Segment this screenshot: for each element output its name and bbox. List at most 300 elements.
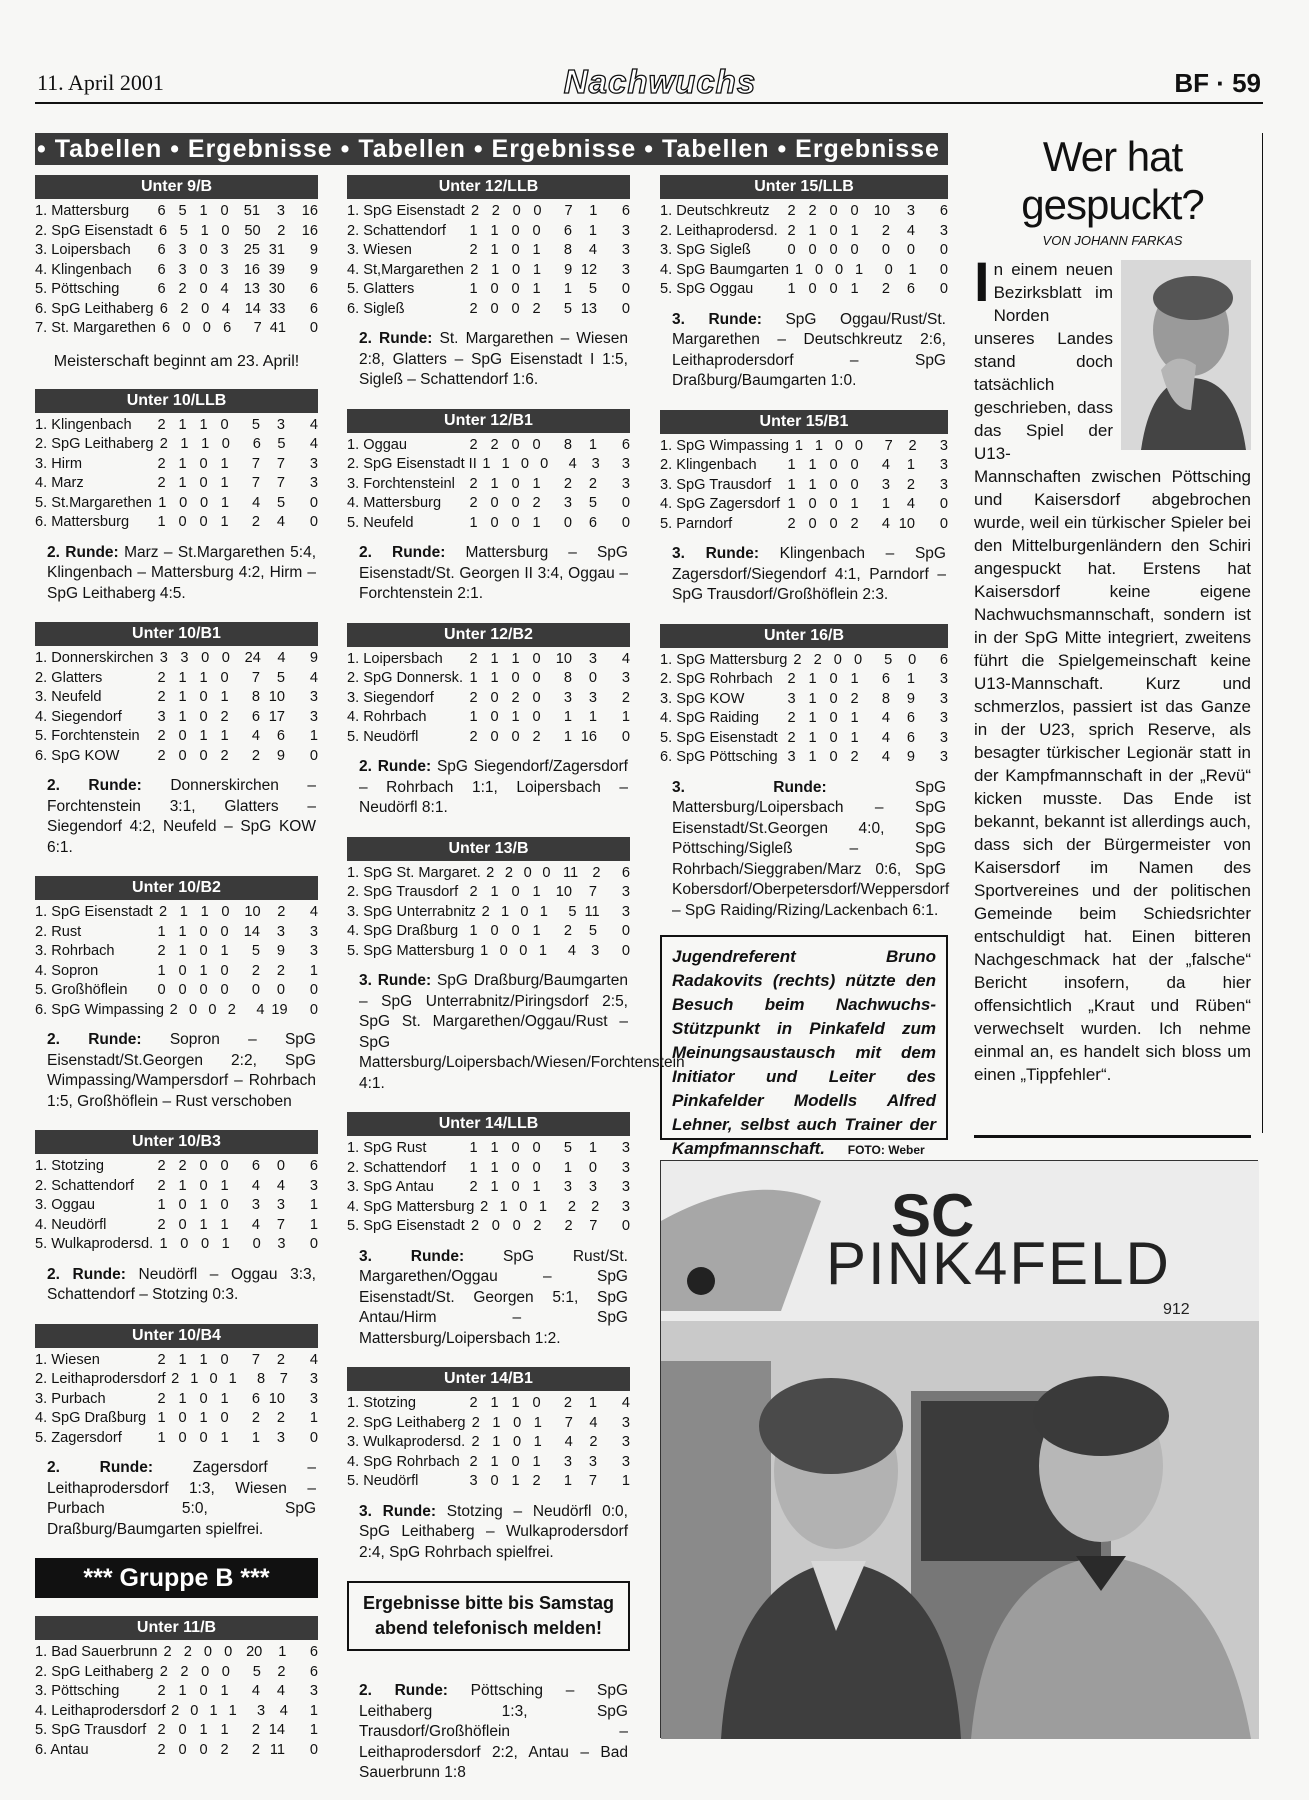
games: 1: [787, 476, 796, 493]
goals-for: 3: [563, 689, 572, 706]
goals-against: 16: [580, 728, 597, 745]
goals-against: 41: [269, 320, 286, 336]
draws: 1: [199, 203, 208, 219]
goals-for: 4: [251, 1683, 260, 1699]
goals-for: 20: [246, 1644, 263, 1660]
goals-for: 10: [244, 904, 261, 920]
column-2: [347, 175, 685, 1784]
losses: 1: [850, 222, 859, 239]
goals-against: 1: [278, 1644, 287, 1660]
team-name: 5. Neufeld: [347, 514, 414, 531]
table-row: [347, 1198, 630, 1218]
goals-against: 19: [271, 1001, 288, 1018]
team-name: 4. SpG Rohrbach: [347, 1453, 460, 1470]
goals-against: 11: [584, 903, 600, 920]
games: 2: [163, 1644, 172, 1660]
draws: 2: [511, 689, 520, 706]
draws: 0: [829, 222, 838, 239]
wins: 0: [178, 1216, 187, 1233]
table-row: [35, 688, 318, 708]
games: 2: [157, 747, 166, 764]
wins: 5: [179, 222, 188, 239]
points: 6: [621, 436, 630, 453]
games: 6: [157, 281, 166, 297]
team-name: 1. Wiesen: [35, 1351, 100, 1368]
games: 2: [469, 650, 478, 667]
wins: 1: [178, 1390, 187, 1407]
points: 1: [309, 1410, 318, 1426]
losses: 0: [220, 923, 229, 940]
draws: 0: [199, 923, 208, 940]
team-name: 1. SpG Eisenstadt: [35, 904, 153, 920]
wins: 2: [808, 203, 817, 219]
goals-against: 39: [268, 261, 285, 278]
losses: 1: [228, 1371, 237, 1387]
points: 4: [309, 416, 318, 433]
points: 0: [621, 923, 630, 939]
goals-against: 4: [276, 1177, 285, 1194]
goals-against: 1: [588, 709, 597, 725]
table-row: [660, 456, 948, 476]
draws: 0: [511, 436, 520, 453]
points: 3: [621, 1140, 630, 1156]
goals-for: 14: [243, 923, 260, 940]
draws: 0: [199, 982, 208, 998]
losses: 0: [532, 689, 541, 706]
team-name: 3. Loipersbach: [35, 242, 131, 258]
losses: 1: [220, 1390, 229, 1407]
wins: 0: [808, 496, 817, 512]
wins: 0: [808, 281, 817, 297]
points: 6: [939, 651, 949, 668]
points: 6: [309, 300, 318, 317]
losses: 0: [850, 242, 859, 258]
goals-against: 11: [269, 1741, 285, 1758]
goals-against: 3: [588, 1453, 597, 1470]
wins: 2: [178, 1158, 187, 1174]
goals-against: 3: [591, 942, 600, 959]
sign-sc: SC: [891, 1182, 975, 1249]
team-name: 3. Siegendorf: [347, 689, 434, 706]
draws: 0: [199, 1741, 208, 1758]
wins: 1: [178, 689, 187, 705]
team-name: 4. Rohrbach: [347, 709, 427, 725]
table-row: [347, 455, 630, 475]
team-name: 2. SpG Donnersk.: [347, 670, 463, 686]
losses: 0: [532, 1395, 541, 1411]
losses: 1: [539, 903, 548, 920]
points: 4: [309, 669, 318, 686]
table-title: Unter 10/B3: [35, 1130, 318, 1154]
goals-against: 6: [906, 281, 915, 297]
team-name: 2. SpG Eisenstadt: [35, 222, 153, 239]
points: 0: [621, 514, 630, 531]
team-name: 2. Schattendorf: [347, 222, 446, 239]
table-row: [35, 494, 318, 514]
goals-against: 4: [276, 514, 285, 530]
wins: 1: [490, 1179, 499, 1195]
losses: 0: [224, 1644, 233, 1660]
round-text: Mattersburg – SpG Eisenstadt/St. Georgen II 3:4, Oggau – Forchtenstein 2:1.: [359, 544, 628, 602]
goals-for: 2: [563, 923, 572, 939]
team-name: 5. Zagersdorf: [35, 1429, 122, 1446]
team-name: 2. Leithaprodersd.: [660, 222, 778, 239]
goals-for: 2: [563, 1395, 572, 1411]
losses: 0: [532, 222, 541, 239]
round-results: [359, 757, 628, 819]
table-row: [35, 280, 318, 300]
team-name: 6. SpG Leithaberg: [35, 300, 154, 317]
photo-caption: [660, 935, 948, 1158]
wins: 1: [490, 242, 499, 258]
losses: 0: [220, 416, 229, 433]
table-row: [35, 1235, 318, 1255]
wins: 1: [490, 1159, 499, 1176]
team-name: 3. Wulkaprodersd.: [347, 1434, 466, 1450]
draws: 0: [512, 203, 521, 219]
wins: 1: [178, 1683, 187, 1699]
goals-against: 7: [276, 1216, 285, 1233]
draws: 1: [199, 669, 208, 686]
goals-against: 3: [906, 203, 915, 219]
games: 2: [158, 904, 168, 920]
table-row: [35, 1216, 318, 1236]
goals-for: 4: [881, 515, 890, 532]
header-date: 11. April 2001: [37, 70, 164, 95]
round-label: 2. Runde:: [47, 777, 142, 794]
draws: 1: [199, 1410, 208, 1426]
draws: 0: [199, 1177, 208, 1194]
team-name: 1. Stotzing: [35, 1158, 104, 1174]
team-name: 3. SpG Antau: [347, 1179, 434, 1195]
draws: 0: [829, 242, 838, 258]
draws: 1: [199, 962, 208, 979]
draws: 0: [829, 749, 838, 765]
wins: 0: [808, 242, 817, 258]
round-results: [672, 310, 946, 392]
wins: 0: [178, 728, 187, 744]
goals-for: 1: [563, 1159, 572, 1176]
games: 2: [469, 300, 478, 317]
round-label: 2. Runde:: [47, 1265, 126, 1283]
losses: 0: [220, 1197, 229, 1213]
table-row: [347, 261, 630, 281]
goals-for: 5: [251, 416, 260, 433]
goals-against: 2: [276, 1410, 285, 1426]
sign-number: 912: [1163, 1301, 1190, 1318]
team-name: 5. SpG Mattersburg: [347, 942, 475, 959]
table-row: [35, 1177, 318, 1197]
wins: 0: [490, 728, 499, 745]
team-name: 1. Bad Sauerbrunn: [35, 1644, 158, 1660]
games: 2: [171, 1371, 180, 1387]
draws: 0: [511, 261, 521, 278]
round-text: Klingenbach – SpG Zagersdorf/Siegendorf 4:1, Parndorf – SpG Trausdorf/Großhöflein 2:3.: [672, 545, 946, 603]
points: 3: [621, 242, 630, 258]
goals-against: 0: [588, 1159, 597, 1176]
draws: 0: [209, 1371, 218, 1387]
points: 3: [621, 903, 631, 920]
table-row: [35, 708, 318, 728]
goals-for: 5: [563, 1140, 572, 1156]
losses: 0: [850, 476, 859, 493]
wins: 0: [491, 1218, 500, 1234]
losses: 1: [220, 514, 229, 530]
table-row: [35, 1663, 318, 1683]
games: 2: [157, 416, 166, 433]
team-name: 3. SpG KOW: [660, 690, 745, 707]
points: 6: [621, 203, 630, 219]
goals-for: 2: [881, 281, 890, 297]
standings-block: [347, 1367, 630, 1563]
goals-against: 1: [588, 436, 597, 453]
points: 16: [301, 222, 318, 239]
goals-against: 3: [276, 923, 285, 940]
draws: 1: [200, 904, 209, 920]
games: 2: [157, 1741, 166, 1758]
draws: 0: [199, 514, 208, 530]
wins: 0: [190, 1702, 199, 1719]
losses: 1: [532, 242, 541, 258]
team-name: 1. Stotzing: [347, 1395, 416, 1411]
games: 1: [480, 942, 489, 959]
points: 1: [309, 1722, 318, 1738]
team-name: 5. SpG Eisenstadt: [347, 1218, 465, 1234]
losses: 3: [220, 242, 229, 258]
losses: 1: [532, 1453, 541, 1470]
games: 6: [162, 320, 171, 336]
wins: 1: [808, 690, 817, 707]
games: 1: [469, 709, 478, 725]
points: 0: [621, 1218, 630, 1234]
wins: 1: [490, 1140, 499, 1156]
table-row: [347, 241, 630, 261]
losses: 0: [532, 670, 541, 686]
goals-against: 0: [276, 1158, 285, 1174]
goals-for: 2: [567, 1198, 576, 1215]
wins: 0: [178, 1722, 187, 1738]
points: 4: [309, 1351, 318, 1368]
goals-for: 3: [256, 1702, 266, 1719]
games: 2: [157, 1351, 166, 1368]
games: 2: [159, 1663, 168, 1680]
table-row: [35, 222, 318, 242]
table-row: [660, 437, 948, 457]
table-row: [347, 922, 630, 942]
games: 1: [159, 1236, 168, 1252]
team-name: 1. SpG Mattersburg: [660, 651, 788, 668]
draws: 0: [202, 320, 211, 336]
draws: 1: [511, 1473, 520, 1489]
games: 2: [169, 1001, 178, 1018]
losses: 0: [220, 982, 229, 998]
wins: 1: [491, 261, 500, 278]
wins: 2: [183, 1644, 192, 1660]
games: 1: [158, 494, 167, 511]
points: 4: [309, 904, 318, 920]
losses: 0: [532, 650, 541, 667]
losses: 1: [532, 514, 541, 531]
draws: 0: [201, 650, 210, 666]
team-name: 3. Pöttsching: [35, 1683, 120, 1699]
team-photo: [660, 1160, 1258, 1738]
losses: 0: [221, 650, 230, 666]
points: 0: [939, 496, 948, 512]
goals-against: 3: [276, 1197, 285, 1213]
goals-for: 3: [251, 1197, 260, 1213]
goals-against: 33: [269, 300, 286, 317]
goals-against: 6: [906, 710, 915, 726]
goals-against: 9: [906, 690, 915, 707]
team-name: 2. SpG Leithaberg: [35, 1663, 154, 1680]
losses: 0: [542, 864, 551, 881]
draws: 0: [519, 1198, 528, 1215]
team-name: 4. St,Margarethen: [347, 261, 464, 278]
draws: 0: [511, 728, 520, 745]
points: 9: [309, 650, 318, 666]
points: 1: [309, 1216, 318, 1233]
goals-for: 0: [251, 982, 260, 998]
wins: 1: [490, 1395, 499, 1411]
losses: 0: [532, 709, 541, 725]
wins: 1: [490, 1453, 499, 1470]
points: 6: [309, 1158, 318, 1174]
team-name: 2. SpG Leithaberg: [347, 1414, 466, 1431]
wins: 1: [490, 650, 499, 667]
standings-block: [35, 389, 318, 605]
round-results: [47, 1458, 316, 1540]
games: 1: [469, 1159, 478, 1176]
points: 6: [309, 281, 318, 297]
goals-against: 2: [276, 962, 285, 979]
games: 1: [469, 281, 478, 297]
draws: 0: [511, 1140, 520, 1156]
round-text: Sopron – SpG Eisenstadt/St.Georgen 2:2, SpG Wimpassing/Wampersdorf – Rohrbach 1:5, Großhöflein – Rust verschoben: [47, 1031, 316, 1110]
goals-for: 4: [568, 456, 577, 472]
wins: 3: [178, 242, 187, 258]
goals-for: 11: [563, 864, 579, 881]
table-row: [660, 476, 948, 496]
draws: 0: [199, 261, 208, 278]
goals-for: 4: [881, 729, 890, 746]
goals-for: 2: [251, 962, 260, 979]
games: 2: [787, 729, 796, 746]
table-row: [35, 1429, 318, 1449]
losses: 1: [532, 281, 541, 297]
goals-for: 6: [251, 1390, 260, 1407]
goals-for: 4: [252, 494, 261, 511]
goals-for: 7: [253, 320, 262, 336]
table-row: [347, 1472, 630, 1492]
losses: 1: [220, 475, 229, 491]
goals-for: 6: [251, 708, 260, 725]
table-row: [347, 280, 630, 300]
games: 1: [157, 1197, 166, 1213]
points: 9: [309, 261, 318, 278]
losses: 1: [850, 281, 859, 297]
points: 3: [939, 729, 948, 746]
points: 3: [621, 1453, 630, 1470]
goals-against: 3: [588, 650, 597, 667]
team-name: 5. Parndorf: [660, 515, 733, 532]
points: 3: [621, 1198, 631, 1215]
losses: 2: [532, 495, 541, 511]
points: 6: [621, 864, 630, 881]
round-results: [359, 329, 628, 391]
wins: 1: [180, 436, 189, 452]
team-name: 4. SpG Zagersdorf: [660, 496, 781, 512]
table-row: [35, 1721, 318, 1741]
goals-for: 4: [251, 1216, 260, 1233]
team-name: 4. Klingenbach: [35, 261, 132, 278]
points: 6: [939, 203, 948, 219]
table-row: [660, 202, 948, 222]
round-text: Donnerskirchen – Forchtenstein 3:1, Glatters – Siegendorf 4:2, Neufeld – SpG KOW 6:1.: [47, 777, 316, 856]
goals-against: 1: [906, 457, 915, 473]
goals-against: 6: [906, 729, 915, 746]
draws: 0: [829, 476, 838, 493]
team-name: 5. Neudörfl: [347, 1473, 419, 1489]
goals-for: 2: [564, 1218, 573, 1234]
points: 0: [621, 281, 630, 297]
table-row: [347, 475, 630, 495]
wins: 0: [490, 689, 499, 706]
wins: 1: [178, 923, 187, 940]
round-results: [359, 1502, 628, 1564]
losses: 0: [221, 436, 230, 452]
games: 2: [787, 710, 796, 726]
goals-against: 7: [276, 475, 285, 491]
goals-for: 10: [555, 884, 572, 900]
points: 1: [309, 728, 318, 744]
goals-against: 10: [268, 689, 285, 705]
games: 1: [469, 1140, 478, 1156]
goals-for: 6: [251, 1158, 260, 1174]
team-name: 2. Leithaprodersdorf: [35, 1371, 166, 1387]
goals-for: 4: [881, 457, 890, 473]
section-banner: • Tabellen • Ergebnisse • Tabellen • Ergebnisse • Tabellen • Ergebnisse: [35, 133, 948, 165]
table-title: Unter 12/B2: [347, 623, 630, 647]
team-name: 6. Sigleß: [347, 300, 405, 317]
points: 3: [621, 1414, 630, 1431]
draws: 1: [201, 436, 210, 452]
games: 2: [157, 1390, 166, 1407]
table-row: [347, 1139, 630, 1159]
goals-for: 8: [563, 436, 572, 453]
points: 3: [621, 670, 630, 686]
goals-against: 3: [588, 1179, 597, 1195]
losses: 4: [220, 281, 229, 297]
draws: 0: [511, 1179, 520, 1195]
draws: 0: [199, 708, 208, 725]
table-row: [347, 1414, 630, 1434]
losses: 1: [220, 689, 229, 705]
article-body: [974, 250, 1251, 1086]
wins: 0: [490, 281, 499, 297]
points: 1: [621, 709, 630, 725]
goals-for: 2: [881, 222, 890, 239]
wins: 2: [180, 1663, 189, 1680]
goals-for: 3: [563, 1453, 572, 1470]
team-name: 4. SpG Draßburg: [347, 923, 459, 939]
games: 1: [794, 437, 804, 454]
wins: 0: [178, 1410, 187, 1426]
table-row: [35, 981, 318, 1001]
games: 2: [469, 728, 478, 745]
points: 3: [309, 1177, 318, 1194]
points: 4: [621, 650, 630, 667]
table-row: [347, 300, 630, 320]
